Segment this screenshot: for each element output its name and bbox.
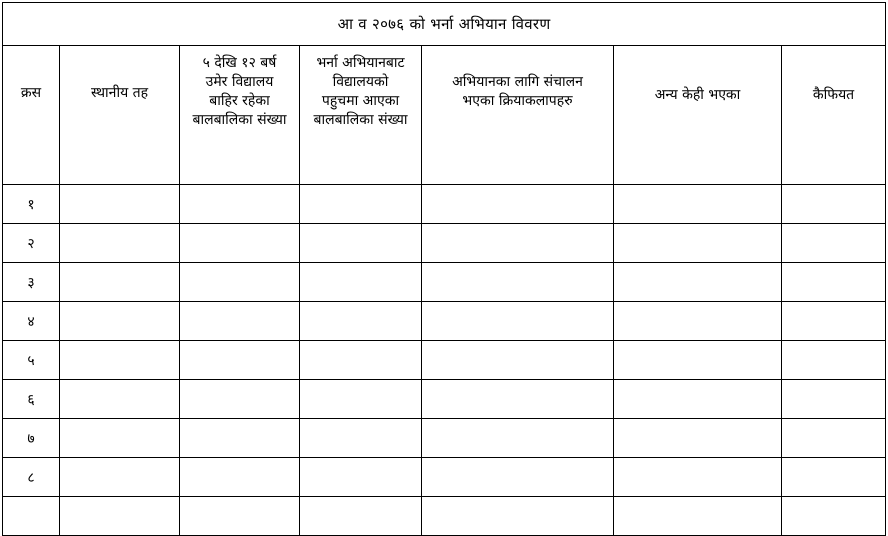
- cell-local-level: [60, 263, 180, 302]
- cell-activities: [422, 380, 614, 419]
- cell-out-of-school: [180, 302, 300, 341]
- cell-activities: [422, 263, 614, 302]
- cell-out-of-school: [180, 224, 300, 263]
- cell-activities: [422, 419, 614, 458]
- cell-reached-school: [300, 185, 422, 224]
- cell-local-level: [60, 419, 180, 458]
- cell-reached-school: [300, 497, 422, 536]
- cell-reached-school: [300, 302, 422, 341]
- serial-cell: ७: [3, 419, 60, 458]
- cell-other: [614, 458, 782, 497]
- table-row: [3, 380, 886, 419]
- header-children-reached-school: भर्ना अभियानबाट विद्यालयको पहुचमा आएका बालबालिका संख्या: [300, 46, 422, 185]
- cell-out-of-school: [180, 185, 300, 224]
- cell-other: [614, 224, 782, 263]
- table-row: [3, 224, 886, 263]
- serial-cell: ५: [3, 341, 60, 380]
- cell-remarks: [782, 380, 886, 419]
- table-row: [3, 341, 886, 380]
- header-row: [3, 46, 886, 185]
- cell-out-of-school: [180, 497, 300, 536]
- cell-remarks: [782, 185, 886, 224]
- table-row: [3, 458, 886, 497]
- serial-cell: ३: [3, 263, 60, 302]
- cell-remarks: [782, 263, 886, 302]
- cell-remarks: [782, 458, 886, 497]
- cell-activities: [422, 302, 614, 341]
- table-row: [3, 419, 886, 458]
- cell-other: [614, 185, 782, 224]
- table-row: [3, 263, 886, 302]
- serial-cell: १: [3, 185, 60, 224]
- cell-out-of-school: [180, 341, 300, 380]
- cell-local-level: [60, 380, 180, 419]
- cell-other: [614, 263, 782, 302]
- header-campaign-activities: अभियानका लागि संचालन भएका क्रियाकलापहरु: [422, 46, 614, 185]
- cell-local-level: [60, 224, 180, 263]
- cell-other: [614, 497, 782, 536]
- cell-activities: [422, 341, 614, 380]
- serial-cell: ४: [3, 302, 60, 341]
- cell-local-level: [60, 185, 180, 224]
- cell-activities: [422, 224, 614, 263]
- cell-out-of-school: [180, 380, 300, 419]
- cell-reached-school: [300, 419, 422, 458]
- cell-remarks: [782, 302, 886, 341]
- cell-other: [614, 380, 782, 419]
- cell-activities: [422, 458, 614, 497]
- table-title: आ व २०७६ को भर्ना अभियान विवरण: [3, 3, 886, 46]
- admission-campaign-table: [2, 2, 886, 536]
- cell-other: [614, 341, 782, 380]
- cell-other: [614, 419, 782, 458]
- table-body: [3, 185, 886, 536]
- table-row: [3, 185, 886, 224]
- cell-reached-school: [300, 458, 422, 497]
- cell-local-level: [60, 497, 180, 536]
- cell-activities: [422, 185, 614, 224]
- serial-cell: ८: [3, 458, 60, 497]
- cell-reached-school: [300, 341, 422, 380]
- header-out-of-school-children: ५ देखि १२ बर्ष उमेर विद्यालय बाहिर रहेका बालबालिका संख्या: [180, 46, 300, 185]
- cell-remarks: [782, 341, 886, 380]
- serial-cell: २: [3, 224, 60, 263]
- table-row: [3, 497, 886, 536]
- cell-out-of-school: [180, 263, 300, 302]
- cell-reached-school: [300, 380, 422, 419]
- cell-remarks: [782, 224, 886, 263]
- cell-reached-school: [300, 224, 422, 263]
- header-other: अन्य केही भएका: [614, 46, 782, 185]
- cell-remarks: [782, 497, 886, 536]
- serial-cell: ६: [3, 380, 60, 419]
- cell-reached-school: [300, 263, 422, 302]
- header-local-level: स्थानीय तह: [60, 46, 180, 185]
- cell-out-of-school: [180, 419, 300, 458]
- cell-local-level: [60, 341, 180, 380]
- cell-out-of-school: [180, 458, 300, 497]
- cell-local-level: [60, 302, 180, 341]
- header-serial: क्रस: [3, 46, 60, 185]
- header-remarks: कैफियत: [782, 46, 886, 185]
- cell-other: [614, 302, 782, 341]
- serial-cell: [3, 497, 60, 536]
- cell-remarks: [782, 419, 886, 458]
- cell-local-level: [60, 458, 180, 497]
- cell-activities: [422, 497, 614, 536]
- table-row: [3, 302, 886, 341]
